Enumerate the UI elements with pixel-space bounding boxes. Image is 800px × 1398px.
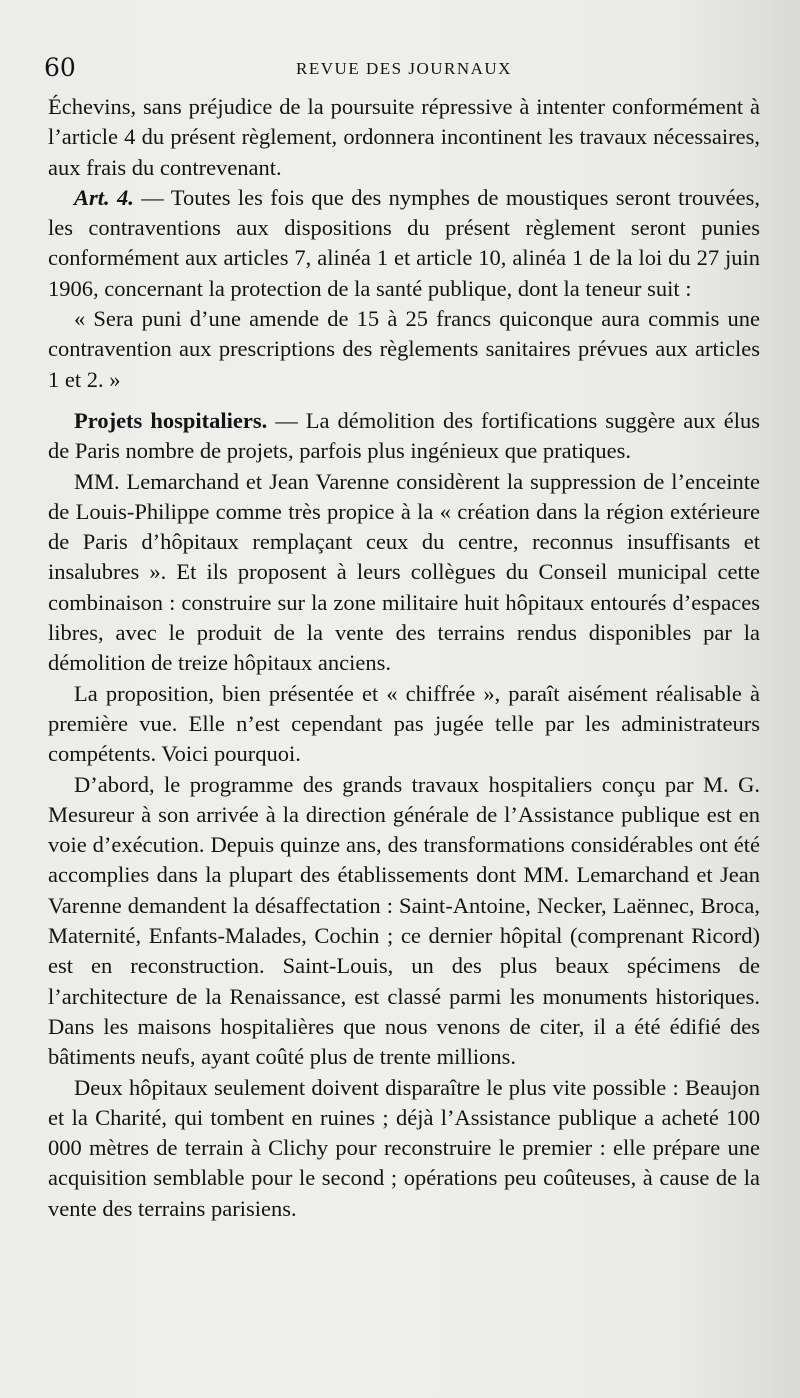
paragraph-4-text: — La démolition des fortifications suggère aux élus de Paris nombre de projets, parfois plus ingénieux que pratiques. [48, 407, 761, 464]
paragraph-8: Deux hôpitaux seulement doivent disparaître le plus vite possible : Beaujon et la Charité, qui tombent en ruines ; déjà l’Assistance publique a acheté 100 000 mètres de terrain à Clichy pour reconstruire le premier : elle prépare une acquisition semblable pour le second ; opérations peu coûteuses, à cause de la vente des terrains parisiens. [48, 1074, 760, 1221]
paragraph-5: MM. Lemarchand et Jean Varenne considèrent la suppression de l’enceinte de Louis-Philippe comme très propice à la « création dans la région extérieure de Paris d’hôpitaux remplaçant ceux du centre, reconnus insuffisants et insalubres ». Et ils proposent à leurs collègues du Conseil municipal cette combinaison : construire sur la zone militaire huit hôpitaux entourés d’espaces libres, avec le produit de la vente des terrains rendus disponibles par la démolition de treize hôpitaux anciens. [48, 468, 760, 676]
paragraph-2-text: — Toutes les fois que des nymphes de moustiques seront trouvées, les contraventions aux dispositions du présent règlement seront punies conformément aux articles 7, alinéa 1 et article 10, alinéa 1 de la loi du 27 juin 1906, concernant la protection de la santé publique, dont la teneur suit : [48, 184, 760, 301]
paragraph-4 [48, 406, 760, 467]
page-header [44, 52, 760, 88]
paragraph-1: Échevins, sans préjudice de la poursuite répressive à intenter conformément à l’article 4 du présent règlement, ordonnera incontinent les travaux nécessaires, aux frais du contrevenant. [48, 94, 760, 180]
article-label: Art. 4. [74, 184, 134, 210]
body-text [48, 92, 760, 1224]
paragraph-6: La proposition, bien présentée et « chiffrée », paraît aisément réalisable à première vue. Elle n’est cependant pas jugée telle par les administrateurs compétents. Voici pourquoi. [48, 680, 760, 767]
paragraph-7: D’abord, le programme des grands travaux hospitaliers conçu par M. G. Mesureur à son arrivée à la direction générale de l’Assistance publique est en voie d’exécution. Depuis quinze ans, des transformations considérables ont été accomplies dans la plupart des établissements dont MM. Lemarchand et Jean Varenne demandent la désaffectation : Saint-Antoine, Necker, Laënnec, Broca, Maternité, Enfants-Malades, Cochin ; ce dernier hôpital (comprenant Ricord) est en reconstruction. Saint-Louis, un des plus beaux spécimens de l’architecture de la Renaissance, est classé parmi les monuments historiques. Dans les maisons hospitalières que nous venons de citer, il a été édifié des bâtiments neufs, ayant coûté plus de trente millions. [48, 771, 760, 1070]
paragraph-3-quote: « Sera puni d’une amende de 15 à 25 francs quiconque aura commis une contravention aux prescriptions des règlements sanitaires prévues aux articles 1 et 2. » [48, 306, 760, 392]
page-number: 60 [44, 53, 76, 82]
running-title: REVUE DES JOURNAUX [296, 59, 512, 78]
paragraph-2 [48, 183, 760, 304]
section-title: Projets hospitaliers. [74, 407, 268, 433]
